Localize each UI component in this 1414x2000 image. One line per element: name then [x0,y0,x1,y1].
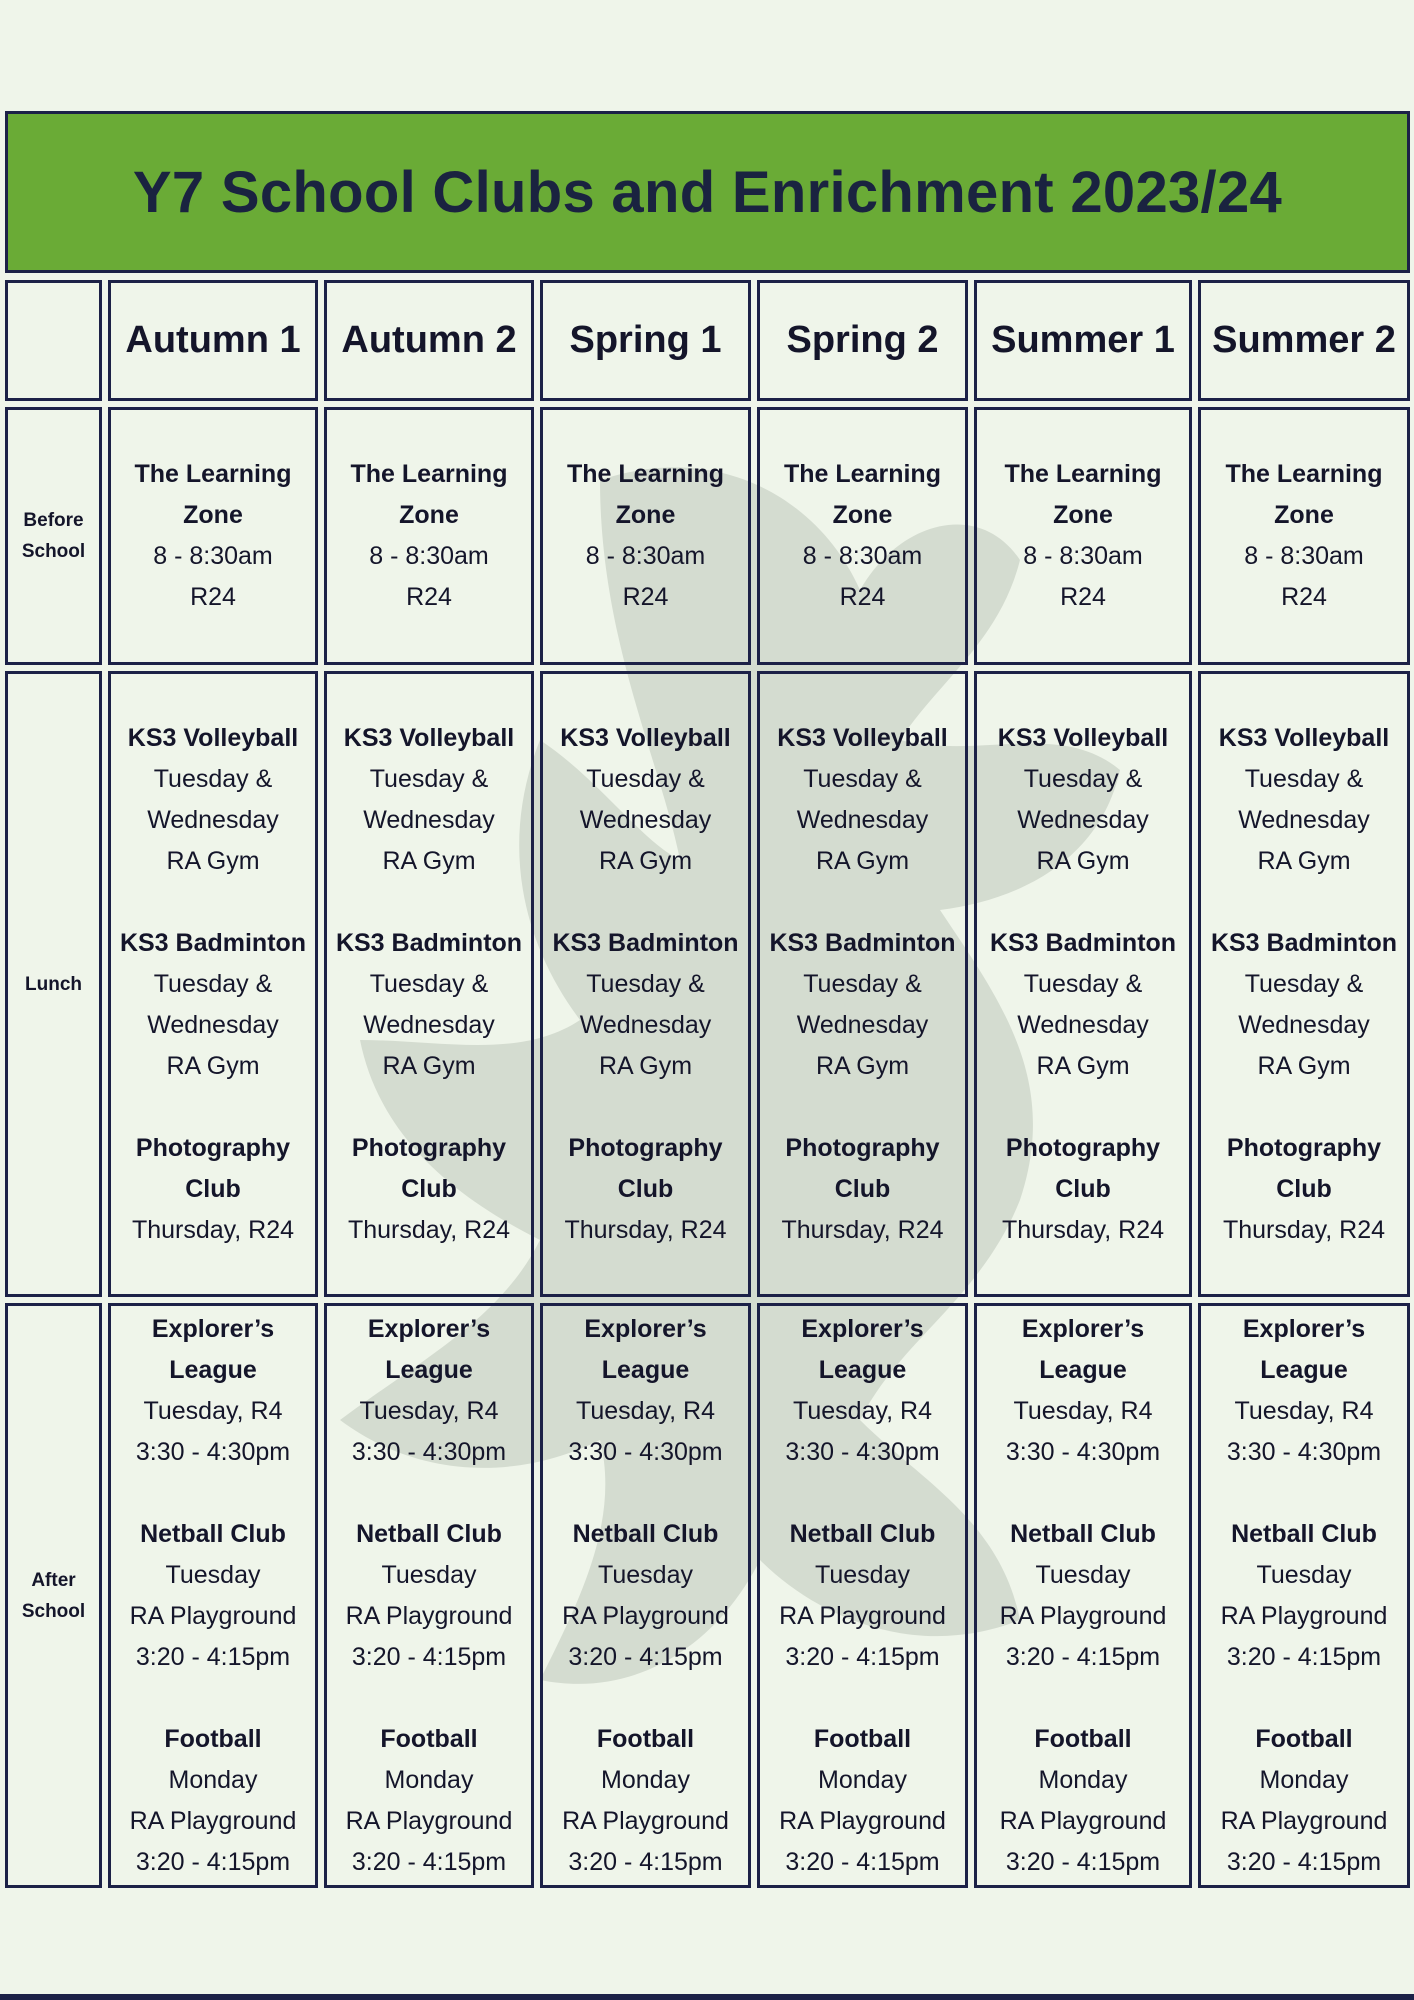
term-header-autumn-2 [324,280,534,401]
after-school-cell-summer-1 [974,1303,1192,1888]
learning-zone-entry: The Learning Zone 8 - 8:30am R24 [784,460,941,611]
corner-cell [5,280,102,401]
page-title: Y7 School Clubs and Enrichment 2023/24 [132,159,1283,225]
after-school-activities: Explorer’s League Tuesday, R4 3:30 - 4:30pm Netball Club Tuesday RA Playground 3:20 - 4:15pm Football Monday RA Playground 3:20 - 4:15pm [999,1314,1167,1876]
lunch-activities: KS3 Volleyball Tuesday & Wednesday RA Gym KS3 Badminton Tuesday & Wednesday RA Gym Photography Club Thursday, R24 [989,723,1177,1244]
after-school-cell-spring-2 [757,1303,968,1888]
row-label-before-school [5,407,102,665]
before-school-cell-summer-1 [974,407,1192,665]
after-school-cell-autumn-1 [108,1303,318,1888]
term-label: Spring 2 [786,319,939,361]
title-banner [5,111,1410,273]
learning-zone-entry: The Learning Zone 8 - 8:30am R24 [1225,460,1383,611]
after-school-activities: Explorer’s League Tuesday, R4 3:30 - 4:30pm Netball Club Tuesday RA Playground 3:20 - 4:15pm Football Monday RA Playground 3:20 - 4:15pm [345,1314,513,1876]
lunch-cell-autumn-1 [108,671,318,1297]
term-header-summer-2 [1198,280,1410,401]
term-label: Summer 1 [991,319,1175,361]
lunch-cell-autumn-2 [324,671,534,1297]
lunch-activities: KS3 Volleyball Tuesday & Wednesday RA Gym KS3 Badminton Tuesday & Wednesday RA Gym Photography Club Thursday, R24 [552,723,739,1244]
term-header-spring-2 [757,280,968,401]
lunch-cell-spring-1 [540,671,751,1297]
after-school-activities: Explorer’s League Tuesday, R4 3:30 - 4:30pm Netball Club Tuesday RA Playground 3:20 - 4:15pm Football Monday RA Playground 3:20 - 4:15pm [779,1314,946,1876]
term-header-spring-1 [540,280,751,401]
after-school-activities: Explorer’s League Tuesday, R4 3:30 - 4:30pm Netball Club Tuesday RA Playground 3:20 - 4:15pm Football Monday RA Playground 3:20 - 4:15pm [562,1314,729,1876]
term-label: Autumn 2 [341,319,517,361]
before-school-cell-summer-2 [1198,407,1410,665]
footer-divider [0,1994,1414,2000]
row-label: Lunch [25,973,82,995]
before-school-cell-autumn-2 [324,407,534,665]
after-school-cell-autumn-2 [324,1303,534,1888]
lunch-activities: KS3 Volleyball Tuesday & Wednesday RA Gym KS3 Badminton Tuesday & Wednesday RA Gym Photography Club Thursday, R24 [335,723,523,1244]
learning-zone-entry: The Learning Zone 8 - 8:30am R24 [134,460,292,611]
learning-zone-entry: The Learning Zone 8 - 8:30am R24 [567,460,724,611]
lunch-activities: KS3 Volleyball Tuesday & Wednesday RA Gym KS3 Badminton Tuesday & Wednesday RA Gym Photography Club Thursday, R24 [769,723,956,1244]
learning-zone-entry: The Learning Zone 8 - 8:30am R24 [1004,460,1162,611]
row-label: After School [21,1569,86,1622]
before-school-cell-spring-1 [540,407,751,665]
lunch-cell-summer-1 [974,671,1192,1297]
row-label: Before School [21,510,86,562]
term-label: Autumn 1 [125,319,301,361]
learning-zone-entry: The Learning Zone 8 - 8:30am R24 [350,460,508,611]
lunch-cell-spring-2 [757,671,968,1297]
lunch-cell-summer-2 [1198,671,1410,1297]
term-header-autumn-1 [108,280,318,401]
term-label: Spring 1 [569,319,722,361]
row-label-lunch [5,671,102,1297]
term-header-summer-1 [974,280,1192,401]
after-school-activities: Explorer’s League Tuesday, R4 3:30 - 4:30pm Netball Club Tuesday RA Playground 3:20 - 4:15pm Football Monday RA Playground 3:20 - 4:15pm [129,1314,297,1876]
lunch-activities: KS3 Volleyball Tuesday & Wednesday RA Gym KS3 Badminton Tuesday & Wednesday RA Gym Photography Club Thursday, R24 [1210,723,1398,1244]
after-school-cell-summer-2 [1198,1303,1410,1888]
after-school-cell-spring-1 [540,1303,751,1888]
after-school-activities: Explorer’s League Tuesday, R4 3:30 - 4:30pm Netball Club Tuesday RA Playground 3:20 - 4:15pm Football Monday RA Playground 3:20 - 4:15pm [1220,1314,1388,1876]
term-label: Summer 2 [1212,319,1396,361]
lunch-activities: KS3 Volleyball Tuesday & Wednesday RA Gym KS3 Badminton Tuesday & Wednesday RA Gym Photography Club Thursday, R24 [119,723,307,1244]
row-label-after-school [5,1303,102,1888]
before-school-cell-spring-2 [757,407,968,665]
before-school-cell-autumn-1 [108,407,318,665]
